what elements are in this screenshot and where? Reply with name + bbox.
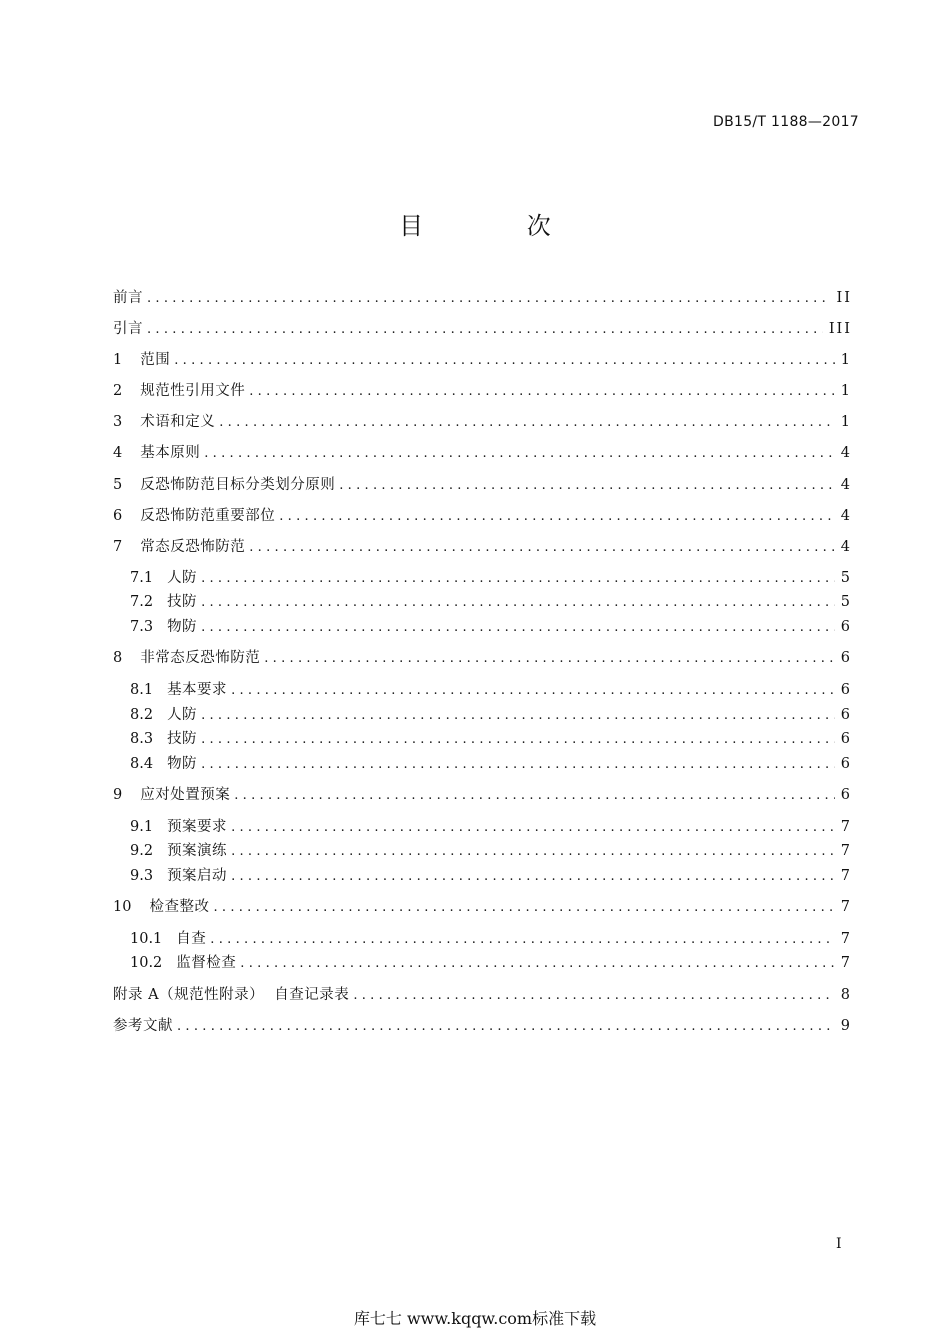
toc-entry[interactable] (113, 380, 852, 402)
toc-leader-dots (231, 817, 835, 839)
toc-entry[interactable] (113, 784, 852, 806)
toc-entry-label: 引言 (113, 321, 143, 337)
toc-entry-label: 检查整改 (149, 899, 210, 915)
toc-entry-number: 9 (113, 787, 123, 803)
toc-entry[interactable] (113, 505, 852, 527)
toc-entry-number: 6 (113, 508, 123, 524)
toc-entry-number: 8 (113, 650, 123, 666)
toc-leader-dots (204, 443, 835, 465)
toc-entry-page: 7 (840, 819, 852, 835)
toc-entry[interactable] (113, 349, 852, 371)
toc-leader-dots (279, 506, 835, 528)
toc-entry-page: 5 (840, 570, 852, 586)
toc-leader-dots (201, 729, 835, 751)
toc-entry-page: 7 (840, 931, 852, 947)
toc-entry-page: 4 (840, 477, 852, 493)
toc-leader-dots (147, 319, 823, 341)
watermark-text: 库七七 www.kqqw.com标准下载 (353, 1309, 597, 1328)
toc-leader-dots (210, 929, 834, 951)
toc-entry-label: 基本原则 (140, 445, 201, 461)
toc-entry-label: 自查 (176, 931, 207, 947)
toc-entry-page: II (836, 290, 852, 306)
toc-entry-page: 7 (840, 868, 852, 884)
toc-entry[interactable] (130, 728, 852, 750)
toc-leader-dots (249, 537, 835, 559)
toc-entry-page: 1 (840, 414, 852, 430)
toc-entry-label: 规范性引用文件 (140, 383, 246, 399)
toc-leader-dots (231, 866, 835, 888)
toc-leader-dots (264, 648, 835, 670)
toc-entry[interactable] (130, 952, 852, 974)
toc-entry[interactable] (130, 679, 852, 701)
toc-entry-label: 人防 (167, 570, 198, 586)
toc-leader-dots (201, 592, 835, 614)
toc-entry-page: 7 (840, 899, 852, 915)
toc-entry[interactable] (113, 318, 852, 340)
toc-entry-page: 6 (840, 756, 852, 772)
toc-entry[interactable] (113, 984, 852, 1006)
toc-entry-number: 8.1 (130, 682, 154, 698)
toc-entry[interactable] (113, 287, 852, 309)
toc-entry-number: 9.1 (130, 819, 154, 835)
toc-entry-label: 反恐怖防范目标分类划分原则 (140, 477, 336, 493)
toc-entry-number: 1 (113, 352, 123, 368)
toc-entry-page: 5 (840, 594, 852, 610)
toc-entry-number: 5 (113, 477, 123, 493)
toc-entry[interactable] (130, 753, 852, 775)
toc-entry-page: 6 (840, 731, 852, 747)
toc-entry-page: 6 (840, 787, 852, 803)
toc-entry-number: 8.3 (130, 731, 154, 747)
toc-entry[interactable] (130, 865, 852, 887)
toc-entry-label: 应对处置预案 (140, 787, 231, 803)
toc-entry-label: 术语和定义 (140, 414, 216, 430)
toc-entry-number: 10.1 (130, 931, 163, 947)
toc-entry-page: 6 (840, 619, 852, 635)
toc-leader-dots (339, 475, 835, 497)
toc-entry-page: III (828, 321, 852, 337)
toc-entry-label: 预案启动 (167, 868, 228, 884)
standard-code: DB15/T 1188—2017 (713, 114, 859, 130)
toc-leader-dots (174, 350, 835, 372)
toc-entry-page: 9 (840, 1018, 852, 1034)
toc-entry-number: 7.1 (130, 570, 154, 586)
toc-entry[interactable] (130, 616, 852, 638)
toc-entry-label: 常态反恐怖防范 (140, 539, 246, 555)
toc-entry-label: 预案演练 (167, 843, 228, 859)
toc-entry-label: 监督检查 (176, 955, 237, 971)
toc-entry-label: 技防 (167, 594, 198, 610)
toc-entry-label: 范围 (140, 352, 171, 368)
toc-leader-dots (353, 985, 834, 1007)
toc-entry-label: 预案要求 (167, 819, 228, 835)
toc-entry-label: 人防 (167, 707, 198, 723)
toc-leader-dots (231, 841, 835, 863)
toc-entry-page: 4 (840, 508, 852, 524)
toc-entry-label: 前言 (113, 290, 143, 306)
toc-entry-page: 6 (840, 650, 852, 666)
toc-entry[interactable] (113, 474, 852, 496)
toc-entry-number: 7 (113, 539, 123, 555)
toc-entry-label: 参考文献 (113, 1018, 173, 1034)
toc-leader-dots (147, 288, 831, 310)
toc-entry-page: 4 (840, 539, 852, 555)
toc-entry-number: 7.3 (130, 619, 154, 635)
toc-entry-label: 反恐怖防范重要部位 (140, 508, 276, 524)
toc-entry-page: 7 (840, 843, 852, 859)
toc-entry-number: 8.2 (130, 707, 154, 723)
toc-leader-dots (201, 568, 835, 590)
page-number: I (836, 1236, 842, 1252)
toc-entry-label: 物防 (167, 756, 198, 772)
toc-entry[interactable] (113, 536, 852, 558)
toc-entry-label: 技防 (167, 731, 198, 747)
toc-entry[interactable] (113, 411, 852, 433)
toc-entry-number: 8.4 (130, 756, 154, 772)
toc-entry[interactable] (130, 591, 852, 613)
toc-entry-page: 8 (840, 987, 852, 1003)
toc-entry-number: 10 (113, 899, 132, 915)
toc-title: 目 次 (399, 212, 599, 240)
toc-leader-dots (201, 617, 835, 639)
toc-entry-number: 7.2 (130, 594, 154, 610)
toc-entry[interactable] (113, 442, 852, 464)
toc-entry-page: 1 (840, 383, 852, 399)
toc-entry-page: 6 (840, 707, 852, 723)
toc-leader-dots (249, 381, 835, 403)
toc-entry[interactable] (130, 704, 852, 726)
toc-entry-number: 9.2 (130, 843, 154, 859)
toc-entry[interactable] (130, 928, 852, 950)
toc-entry-number: 3 (113, 414, 123, 430)
toc-leader-dots (201, 754, 835, 776)
toc-entry-label: 基本要求 (167, 682, 228, 698)
toc-entry-page: 4 (840, 445, 852, 461)
toc-entry-number: 9.3 (130, 868, 154, 884)
toc-leader-dots (219, 412, 835, 434)
toc-entry[interactable] (130, 840, 852, 862)
toc-entry-page: 6 (840, 682, 852, 698)
toc-entry[interactable] (113, 647, 852, 669)
toc-entry[interactable] (113, 1015, 852, 1037)
toc-entry[interactable] (113, 896, 852, 918)
toc-entry-number: 10.2 (130, 955, 163, 971)
toc-entry-number: 2 (113, 383, 123, 399)
toc-entry-label: 非常态反恐怖防范 (140, 650, 261, 666)
toc-leader-dots (201, 705, 835, 727)
toc-entry-page: 1 (840, 352, 852, 368)
toc-leader-dots (234, 785, 835, 807)
toc-entry-page: 7 (840, 955, 852, 971)
toc-leader-dots (231, 680, 835, 702)
toc-leader-dots (213, 897, 834, 919)
toc-leader-dots (177, 1016, 835, 1038)
toc-entry[interactable] (130, 816, 852, 838)
toc-entry-label: 附录 A（规范性附录） 自查记录表 (113, 987, 350, 1003)
toc-leader-dots (240, 953, 834, 975)
toc-entry[interactable] (130, 567, 852, 589)
toc-entry-number: 4 (113, 445, 123, 461)
toc-entry-label: 物防 (167, 619, 198, 635)
